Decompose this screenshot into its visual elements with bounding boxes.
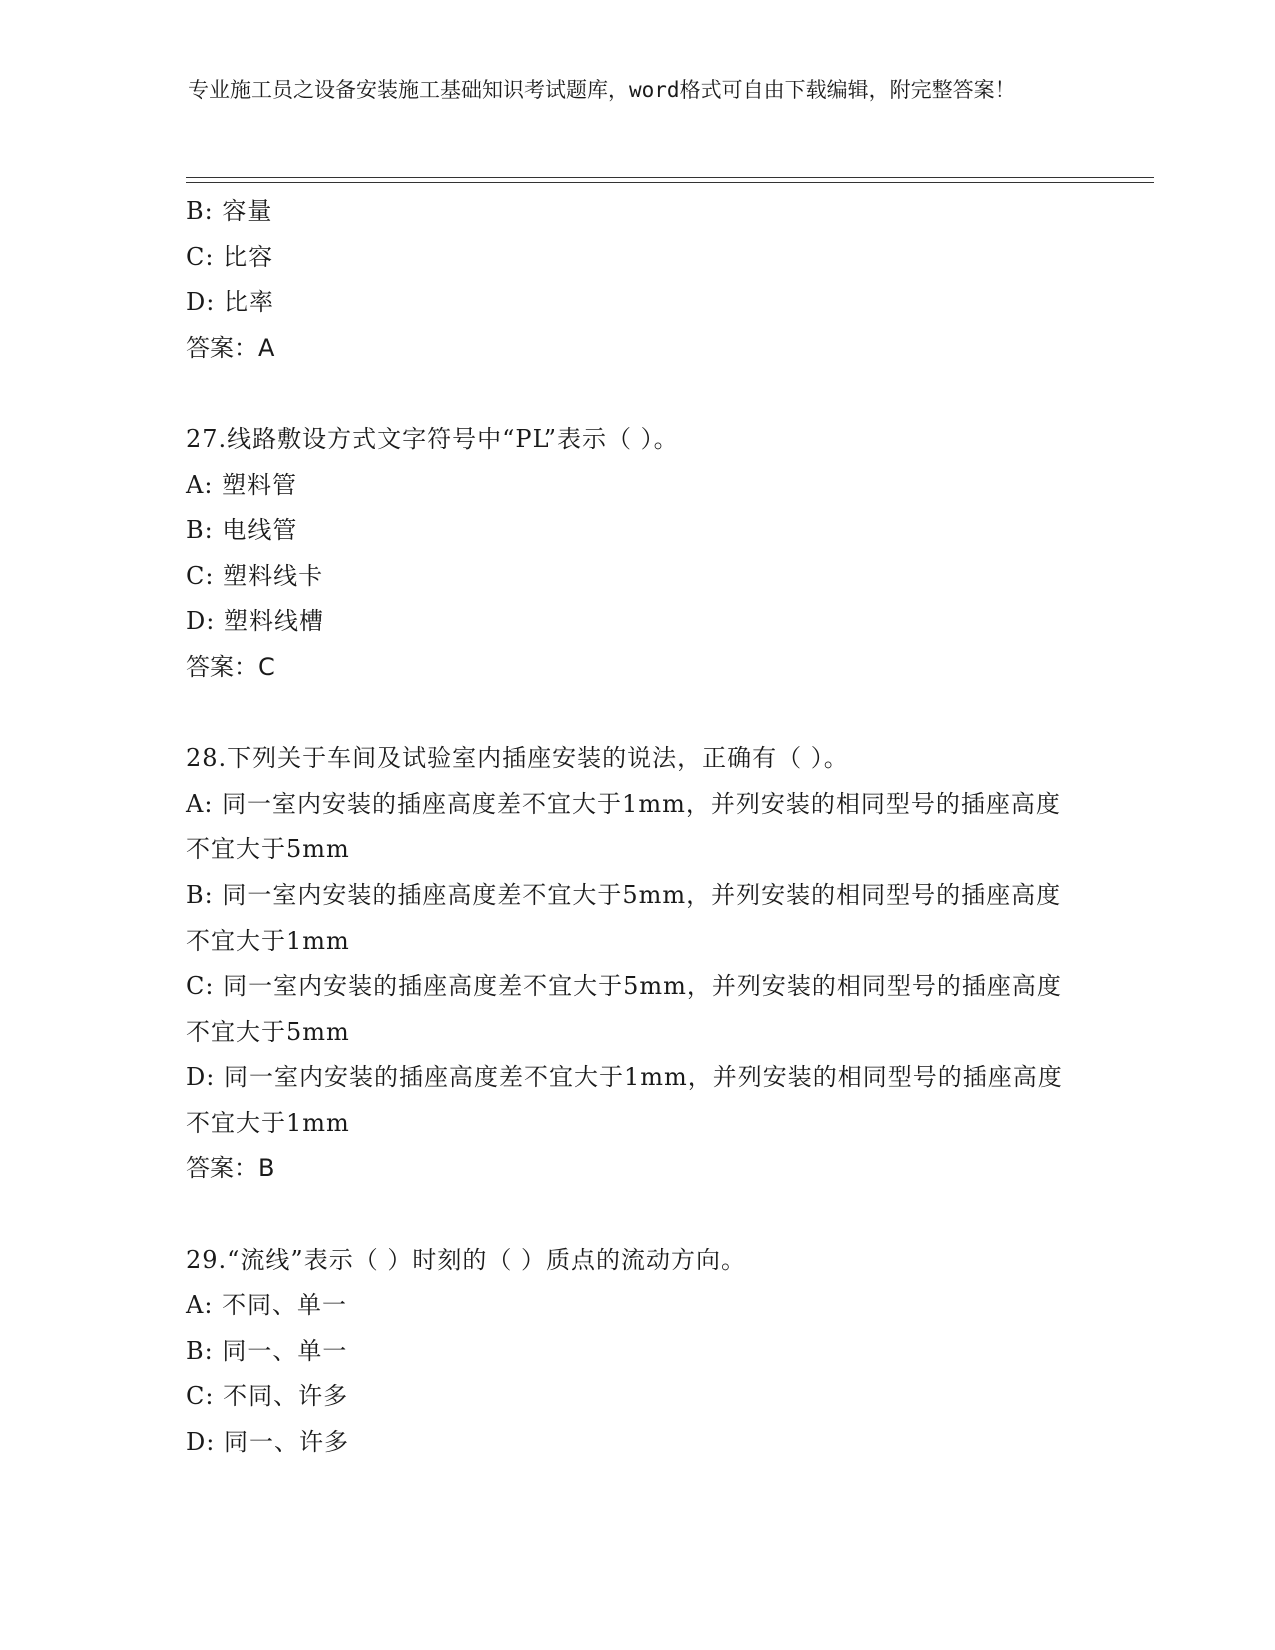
header-rule-bottom xyxy=(186,182,1154,183)
option-label: B: xyxy=(186,880,214,909)
option-label: D: xyxy=(186,607,216,636)
option-item xyxy=(186,235,1076,281)
answer-line: 答案：B xyxy=(186,1154,275,1183)
option-item xyxy=(186,189,1076,235)
question-stem: 29.“流线”表示（ ）时刻的（ ）质点的流动方向。 xyxy=(186,1245,746,1274)
option-item xyxy=(186,463,1076,509)
option-item xyxy=(186,599,1076,645)
option-text: 塑料线槽 xyxy=(223,607,324,636)
option-label: C: xyxy=(186,1382,215,1411)
header-rule-top xyxy=(186,177,1154,178)
question-stem: 27.线路敷设方式文字符号中“PL”表示（ ）。 xyxy=(186,424,679,453)
option-text: 同一室内安装的插座高度差不宜大于1mm，并列安装的相同型号的插座高度不宜大于5mm xyxy=(186,789,1061,864)
option-text: 不同、许多 xyxy=(223,1382,349,1411)
question-content xyxy=(186,189,1076,1466)
option-text: 不同、单一 xyxy=(222,1291,348,1320)
option-text: 比率 xyxy=(223,288,274,317)
option-text: 容量 xyxy=(222,197,273,225)
option-item xyxy=(186,1329,1076,1375)
option-text: 同一室内安装的插座高度差不宜大于1mm，并列安装的相同型号的插座高度不宜大于1mm xyxy=(186,1063,1063,1137)
option-label: C: xyxy=(186,561,215,590)
option-label: A: xyxy=(186,789,214,818)
option-label: B: xyxy=(186,516,214,545)
answer-line: 答案：A xyxy=(186,333,275,362)
option-item xyxy=(186,1420,1076,1466)
question-stem: 28.下列关于车间及试验室内插座安装的说法，正确有（ ）。 xyxy=(186,744,849,773)
option-text: 塑料管 xyxy=(222,470,298,499)
option-item xyxy=(186,964,1076,1055)
option-item xyxy=(186,554,1076,600)
option-item xyxy=(186,508,1076,554)
option-label: A: xyxy=(186,470,214,499)
option-item xyxy=(186,280,1076,326)
option-label: C: xyxy=(186,972,215,1001)
option-item xyxy=(186,873,1076,964)
option-text: 同一室内安装的插座高度差不宜大于5mm，并列安装的相同型号的插座高度不宜大于1mm xyxy=(186,880,1062,955)
option-text: 比容 xyxy=(223,242,274,271)
page-header: 专业施工员之设备安装施工基础知识考试题库，word格式可自由下载编辑，附完整答案！ xyxy=(188,78,1016,102)
option-text: 电线管 xyxy=(222,516,298,545)
option-label: D: xyxy=(186,288,216,317)
option-label: A: xyxy=(186,1291,214,1320)
option-item xyxy=(186,1283,1076,1329)
option-text: 同一、单一 xyxy=(222,1336,348,1365)
option-label: B: xyxy=(186,197,214,225)
option-text: 同一、许多 xyxy=(223,1428,349,1457)
option-item xyxy=(186,1374,1076,1420)
option-text: 塑料线卡 xyxy=(223,561,324,590)
option-label: B: xyxy=(186,1336,214,1365)
option-item xyxy=(186,1055,1076,1146)
option-label: D: xyxy=(186,1428,216,1457)
option-item xyxy=(186,782,1076,873)
option-label: C: xyxy=(186,242,215,271)
option-text: 同一室内安装的插座高度差不宜大于5mm，并列安装的相同型号的插座高度不宜大于5mm xyxy=(186,972,1062,1046)
option-label: D: xyxy=(186,1063,216,1092)
answer-line: 答案：C xyxy=(186,652,275,681)
